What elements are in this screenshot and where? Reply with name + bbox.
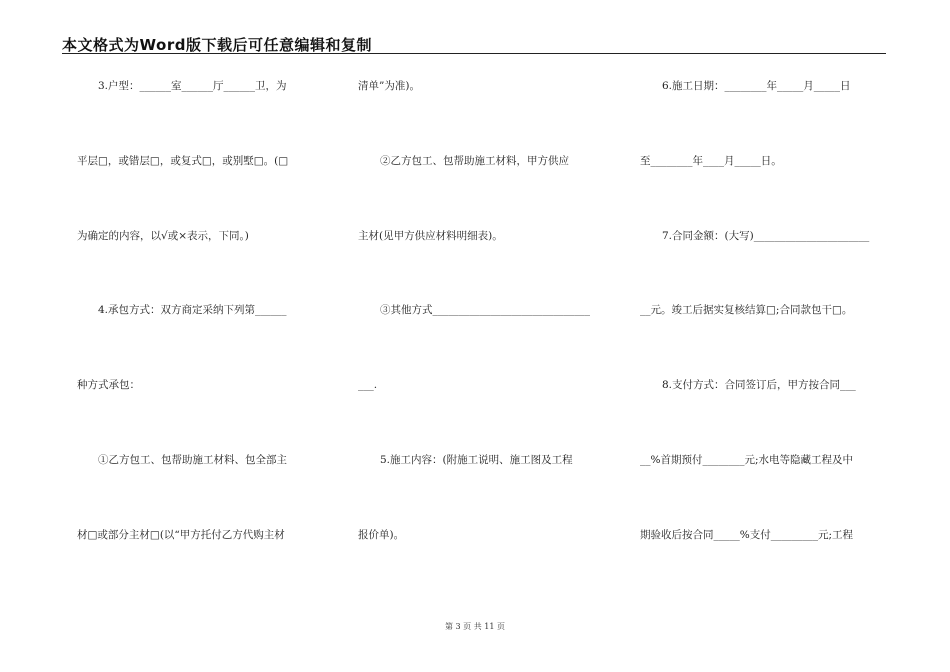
text-line: ③其他方式______________________________ [380, 304, 590, 316]
text-line: 主材(见甲方供应材料明细表)。 [358, 230, 503, 242]
text-line: 4.承包方式：双方商定采纳下列第______ [98, 304, 287, 316]
text-line: 材□或部分主材□(以“甲方托付乙方代购主材 [77, 529, 285, 541]
text-line: 8.支付方式：合同签订后，甲方按合同___ [662, 379, 856, 391]
text-line: 平层□，或错层□，或复式□，或别墅□。(□ [77, 155, 289, 167]
text-line: 3.户型：______室______厅______卫，为 [98, 80, 287, 92]
text-line: 为确定的内容，以√或×表示，下同。) [77, 230, 249, 242]
text-line: ①乙方包工、包帮助施工材料、包全部主 [98, 454, 287, 466]
text-line: ②乙方包工、包帮助施工材料，甲方供应 [380, 155, 569, 167]
document-header-title: 本文格式为Word版下载后可任意编辑和复制 [62, 36, 372, 54]
text-line: 报价单)。 [358, 529, 405, 541]
text-line: 6.施工日期：________年_____月_____日 [662, 80, 851, 92]
text-line: __%首期预付________元;水电等隐藏工程及中 [640, 454, 854, 466]
text-line: 期验收后按合同_____%支付_________元;工程 [640, 529, 854, 541]
page-number: 第 3 页 共 11 页 [445, 622, 505, 631]
text-line: 清单”为准)。 [358, 80, 420, 92]
text-line: __元。竣工后据实复核结算□;合同款包干□。 [640, 304, 853, 316]
text-line: 5.施工内容：(附施工说明、施工图及工程 [380, 454, 573, 466]
text-line: ___. [358, 379, 378, 391]
text-line: 至________年____月_____日。 [640, 155, 782, 167]
header-divider [62, 53, 886, 54]
text-line: 7.合同金额：(大写)______________________ [662, 230, 870, 242]
text-line: 种方式承包： [77, 379, 140, 391]
